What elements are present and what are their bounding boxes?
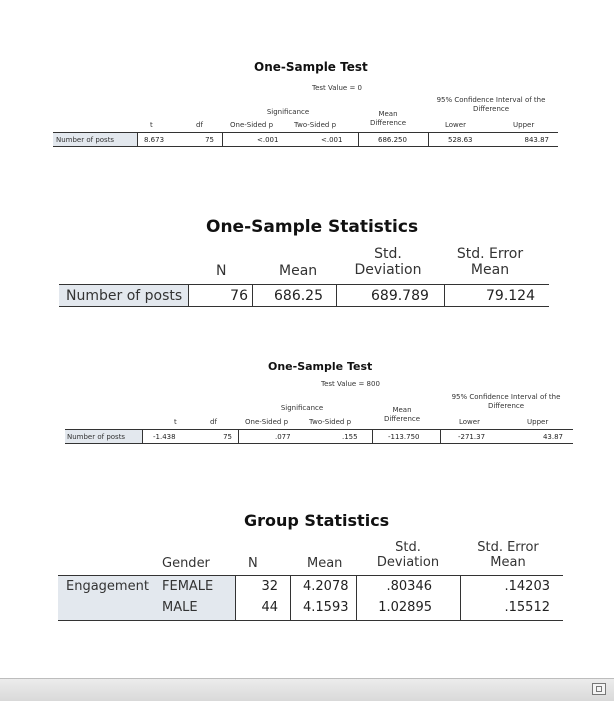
n-header: N — [248, 556, 258, 571]
t-header: t — [150, 121, 153, 129]
ci-header: 95% Confidence Interval of the Difference — [436, 96, 546, 113]
upper-header: Upper — [513, 121, 535, 129]
mean-difference-value: -113.750 — [388, 433, 420, 441]
df-header: df — [196, 121, 203, 129]
std-error-mean-header: Std. Error Mean — [456, 246, 524, 278]
test-value-label: Test Value = 0 — [312, 84, 363, 92]
std-error-mean-cell: .15512 — [504, 600, 550, 615]
t-value: 8.673 — [144, 136, 165, 144]
std-deviation-cell: 1.02895 — [378, 600, 432, 615]
upper-header: Upper — [527, 418, 549, 426]
one-sided-p-value: <.001 — [257, 136, 279, 144]
gender-cell: MALE — [162, 600, 198, 615]
two-sided-p-value: .155 — [342, 433, 358, 441]
t-value: -1.438 — [153, 433, 176, 441]
test-value-label: Test Value = 800 — [321, 380, 380, 388]
window-resize-icon[interactable] — [592, 683, 606, 695]
row-label: Number of posts — [56, 136, 115, 144]
one-sided-p-header: One-Sided p — [230, 121, 274, 129]
lower-header: Lower — [445, 121, 466, 129]
mean-header: Mean — [279, 263, 318, 279]
mean-difference-header: Mean Difference — [383, 406, 421, 423]
df-value: 75 — [223, 433, 232, 441]
mean-value: 686.25 — [274, 288, 323, 304]
n-cell: 32 — [261, 579, 278, 594]
one-sided-p-value: .077 — [275, 433, 291, 441]
std-error-mean-value: 79.124 — [486, 288, 535, 304]
mean-cell: 4.2078 — [303, 579, 349, 594]
table-title: Group Statistics — [244, 511, 390, 530]
significance-header: Significance — [266, 108, 310, 116]
table-title: One-Sample Statistics — [206, 217, 419, 237]
std-deviation-header: Std. Deviation — [376, 540, 440, 570]
two-sided-p-header: Two-Sided p — [309, 418, 352, 426]
t-header: t — [174, 418, 177, 426]
std-deviation-value: 689.789 — [371, 288, 429, 304]
mean-difference-header: Mean Difference — [369, 110, 407, 127]
gender-cell: FEMALE — [162, 579, 214, 594]
lower-value: -271.37 — [458, 433, 486, 441]
std-error-mean-header: Std. Error Mean — [477, 540, 539, 570]
significance-header: Significance — [280, 404, 324, 412]
lower-header: Lower — [459, 418, 480, 426]
status-bar — [0, 678, 614, 701]
df-header: df — [210, 418, 217, 426]
two-sided-p-header: Two-Sided p — [294, 121, 337, 129]
df-value: 75 — [205, 136, 214, 144]
row-label: Engagement — [66, 579, 149, 594]
one-sided-p-header: One-Sided p — [245, 418, 289, 426]
row-label: Number of posts — [66, 288, 183, 304]
std-error-mean-cell: .14203 — [504, 579, 550, 594]
upper-value: 843.87 — [524, 136, 549, 144]
row-label: Number of posts — [67, 433, 126, 441]
table-title: One-Sample Test — [268, 360, 373, 373]
n-value: 76 — [230, 288, 248, 304]
two-sided-p-value: <.001 — [321, 136, 343, 144]
n-header: N — [216, 263, 227, 279]
lower-value: 528.63 — [448, 136, 473, 144]
mean-header: Mean — [307, 556, 343, 571]
gender-header: Gender — [162, 556, 210, 571]
std-deviation-cell: .80346 — [386, 579, 432, 594]
mean-difference-value: 686.250 — [378, 136, 407, 144]
mean-cell: 4.1593 — [303, 600, 349, 615]
table-title: One-Sample Test — [254, 60, 368, 74]
n-cell: 44 — [261, 600, 278, 615]
std-deviation-header: Std. Deviation — [354, 246, 422, 278]
ci-header: 95% Confidence Interval of the Difference — [451, 393, 561, 410]
upper-value: 43.87 — [542, 433, 563, 441]
